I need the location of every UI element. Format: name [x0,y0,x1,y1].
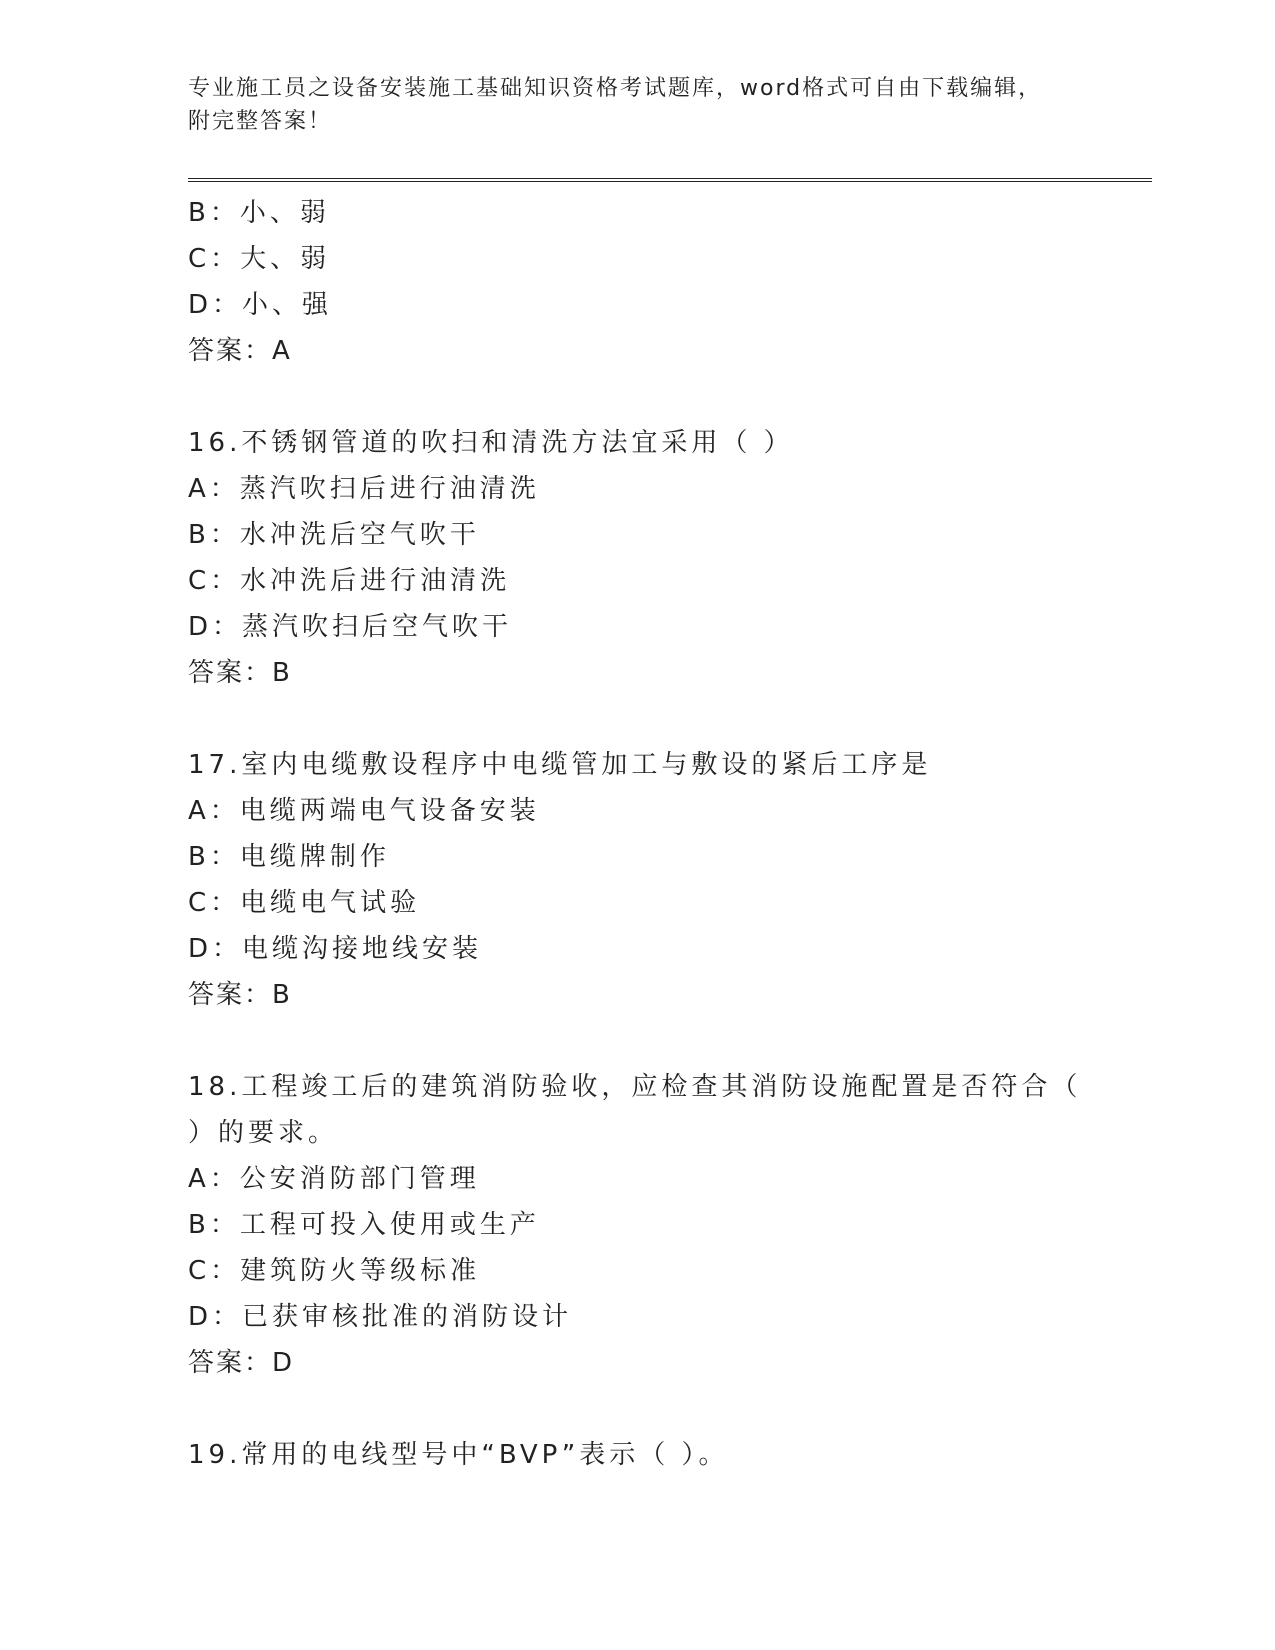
option-c: C：电缆电气试验 [188,888,421,918]
question-text: 19.常用的电线型号中“BVP”表示（ ）。 [188,1440,729,1470]
document-header [188,72,1068,138]
header-line-2: 附完整答案！ [188,109,333,134]
question-block-16 [188,420,1118,696]
option-d: D：电缆沟接地线安装 [188,934,483,964]
question-list [188,190,1118,1478]
answer-line: 答案：B [188,980,292,1010]
answer-line: 答案：A [188,336,292,366]
option-d: D：蒸汽吹扫后空气吹干 [188,612,513,642]
option-a: A：公安消防部门管理 [188,1164,480,1194]
option-c: C：大、弱 [188,244,331,274]
spacer [188,1386,1118,1432]
option-b: B：工程可投入使用或生产 [188,1210,540,1240]
question-text-line-1: 18.工程竣工后的建筑消防验收，应检查其消防设施配置是否符合（ [188,1072,1082,1102]
question-block-15 [188,190,1118,374]
option-b: B：小、弱 [188,198,330,228]
answer-line: 答案：B [188,658,292,688]
option-b: B：电缆牌制作 [188,842,390,872]
option-d: D：已获审核批准的消防设计 [188,1302,573,1332]
option-c: C：水冲洗后进行油清洗 [188,566,511,596]
question-text: 17.室内电缆敷设程序中电缆管加工与敷设的紧后工序是 [188,750,932,780]
option-a: A：蒸汽吹扫后进行油清洗 [188,474,540,504]
spacer [188,374,1118,420]
spacer [188,696,1118,742]
header-line-1: 专业施工员之设备安装施工基础知识资格考试题库，word格式可自由下载编辑， [188,76,1043,101]
option-d: D：小、强 [188,290,333,320]
question-block-17 [188,742,1118,1018]
question-block-18 [188,1064,1118,1386]
option-c: C：建筑防火等级标准 [188,1256,481,1286]
question-text: 16.不锈钢管道的吹扫和清洗方法宜采用（ ） [188,428,794,458]
question-text-line-2: ）的要求。 [188,1118,339,1148]
spacer [188,1018,1118,1064]
option-b: B：水冲洗后空气吹干 [188,520,480,550]
answer-line: 答案：D [188,1348,295,1378]
header-divider [188,178,1152,182]
question-block-19 [188,1432,1118,1478]
option-a: A：电缆两端电气设备安装 [188,796,540,826]
